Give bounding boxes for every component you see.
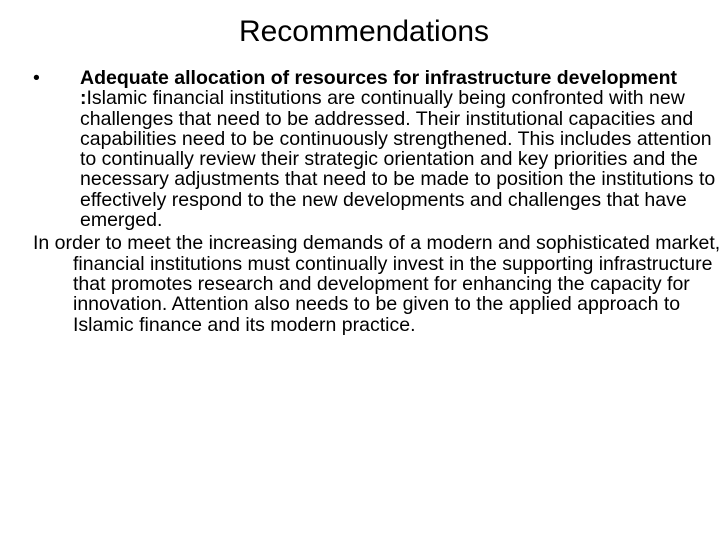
bullet-text: Islamic financial institutions are continually being confronted with new challenges that need to be addressed. Their institutional capacities and capabilities need to be continuously strengthened. This includes attention to continually review their strategic orientation and key priorities and the necessary adjustments that need to be made to position the institutions to effectively respond to the new developments and challenges that have emerged. — [80, 87, 716, 232]
slide-title: Recommendations — [238, 15, 490, 48]
body-paragraph: In order to meet the increasing demands of a modern and sophisticated market, financial institutions must continually invest in the supporting infrastructure that promotes research and development for enhancing the capacity for innovation. Attention also needs to be given to the applied approach to Islamic finance and its modern practice. — [33, 232, 721, 336]
slide-body — [33, 68, 723, 335]
bullet-icon: • — [33, 67, 40, 89]
bullet-item — [33, 68, 723, 230]
bullet-heading: Adequate allocation of resources for infrastructure development : — [80, 67, 678, 110]
